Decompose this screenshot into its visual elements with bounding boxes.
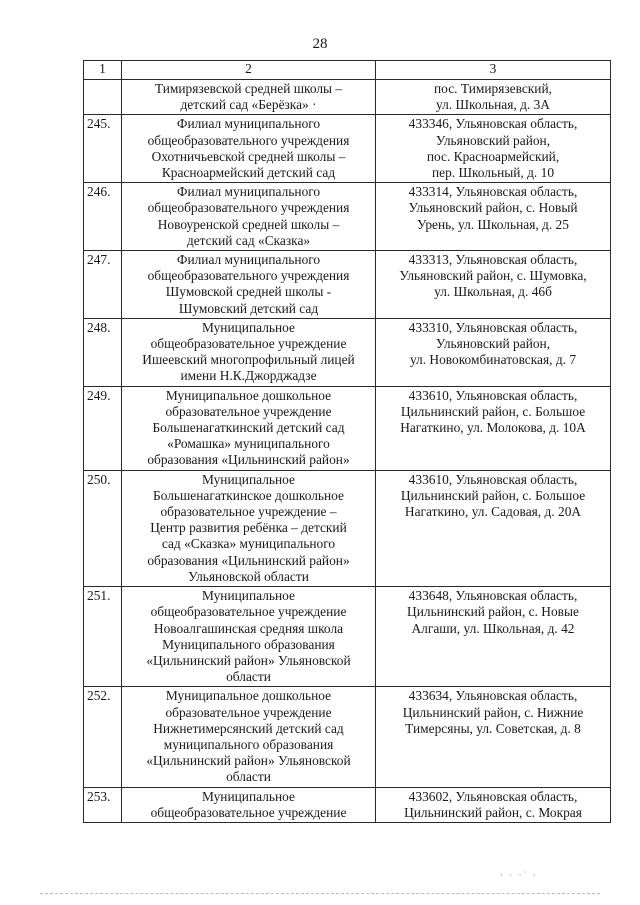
address-line: Цильнинский район, с. Нижние <box>402 704 584 720</box>
institution-name-line: Муниципальное <box>202 788 295 804</box>
address-line: Урень, ул. Школьная, д. 25 <box>417 216 569 232</box>
address-line: пос. Красноармейский, <box>426 148 560 164</box>
scan-bottom-edge <box>40 893 600 894</box>
address-line: Ульяновский район, с. Шумовка, <box>399 268 587 284</box>
institution-name-line: Шумовской средней школы - <box>165 284 332 300</box>
address-line: ул. Школьная, д. 46б <box>434 284 552 300</box>
institution-name-line: сад «Сказка» муниципального <box>161 536 336 552</box>
column-header-address: 3 <box>376 61 611 80</box>
column-header-number: 1 <box>84 61 122 80</box>
address-line: 433314, Ульяновская область, <box>408 184 578 200</box>
institution-name-line: общеобразовательное учреждение <box>150 804 347 820</box>
address-line: Цильнинский район, с. Новые <box>407 604 579 620</box>
institution-name-cell <box>122 470 376 586</box>
address-cell <box>376 251 611 319</box>
institutions-table <box>83 60 611 823</box>
row-number: 251. <box>84 587 122 687</box>
institution-name-line: Новоалгашинская средняя школа <box>153 620 344 636</box>
institution-name-line: Муниципальное <box>202 588 295 604</box>
institution-name-line: Шумовский детский сад <box>178 300 319 316</box>
institution-name-line: Филиал муниципального <box>176 252 321 268</box>
address-line: Цильнинский район, с. Большое <box>400 487 586 503</box>
institution-name-cell <box>122 183 376 251</box>
institution-name-cell <box>122 587 376 687</box>
scan-artifact-marks: · · ·˙ · <box>500 870 538 880</box>
institution-name-line: муниципального образования <box>163 736 334 752</box>
institution-name-line: Охотничьевской средней школы – <box>151 148 346 164</box>
address-line: 433610, Ульяновская область, <box>408 471 578 487</box>
institution-name-line: общеобразовательного учреждения <box>147 268 350 284</box>
address-line: Алгаши, ул. Школьная, д. 42 <box>411 620 575 636</box>
row-number: 253. <box>84 787 122 822</box>
table-row <box>84 787 611 822</box>
institution-name-line: общеобразовательное учреждение <box>150 604 347 620</box>
institution-name-line: Филиал муниципального <box>176 116 321 132</box>
row-number: 245. <box>84 115 122 183</box>
institution-name-line: общеобразовательного учреждения <box>147 200 350 216</box>
table-row <box>84 386 611 470</box>
address-cell <box>376 115 611 183</box>
address-line: ул. Школьная, д. 3А <box>436 97 550 113</box>
institution-name-line: области <box>226 769 271 785</box>
address-line: 433634, Ульяновская область, <box>408 688 578 704</box>
table-row <box>84 80 611 115</box>
address-cell <box>376 183 611 251</box>
institution-name-cell <box>122 787 376 822</box>
table-row <box>84 251 611 319</box>
address-line: 433310, Ульяновская область, <box>408 319 578 335</box>
institution-name-line: Муниципальное <box>202 471 295 487</box>
institution-name-line: Красноармейский детский сад <box>161 165 336 181</box>
institution-name-cell <box>122 251 376 319</box>
institution-name-line: образовательное учреждение <box>165 403 332 419</box>
address-cell <box>376 687 611 787</box>
address-line: Нагаткино, ул. Молокова, д. 10А <box>400 420 586 436</box>
address-cell <box>376 787 611 822</box>
address-line: Цильнинский район, с. Мокрая <box>404 804 582 820</box>
institution-name-cell <box>122 80 376 115</box>
page-number: 28 <box>312 36 328 52</box>
institution-name-line: образования «Цильнинский район» <box>147 552 350 568</box>
table-row <box>84 183 611 251</box>
institution-name-line: образовательное учреждение <box>165 704 332 720</box>
row-number: 247. <box>84 251 122 319</box>
institution-name-line: Большенагаткинский детский сад <box>152 420 345 436</box>
address-cell <box>376 587 611 687</box>
row-number <box>84 80 122 115</box>
address-line: Ульяновский район, <box>435 336 551 352</box>
address-line: 433346, Ульяновская область, <box>408 116 578 132</box>
address-line: пос. Тимирязевский, <box>434 81 552 96</box>
column-header-name: 2 <box>122 61 376 80</box>
institution-name-line: образовательное учреждение – <box>160 504 337 520</box>
institution-name-line: общеобразовательного учреждения <box>147 132 350 148</box>
institution-name-line: области <box>226 669 271 685</box>
address-cell <box>376 318 611 386</box>
address-line: 433602, Ульяновская область, <box>408 788 578 804</box>
address-line: 433610, Ульяновская область, <box>408 387 578 403</box>
institution-name-line: Муниципальное <box>202 319 295 335</box>
institution-name-line: Филиал муниципального <box>176 184 321 200</box>
institution-name-line: детский сад «Берёзка» · <box>180 97 317 113</box>
address-line: пер. Школьный, д. 10 <box>431 165 555 181</box>
institution-name-line: Муниципальное дошкольное <box>165 688 332 704</box>
address-line: 433313, Ульяновская область, <box>408 252 578 268</box>
table-row <box>84 318 611 386</box>
table-row <box>84 587 611 687</box>
institution-name-line: «Цильнинский район» Ульяновской <box>146 753 351 769</box>
address-cell <box>376 386 611 470</box>
table-row <box>84 687 611 787</box>
institution-name-line: Ишеевский многопрофильный лицей <box>142 352 355 368</box>
institution-name-line: Большенагаткинское дошкольное <box>153 487 344 503</box>
row-number: 248. <box>84 318 122 386</box>
institution-name-line: детский сад «Сказка» <box>186 232 311 248</box>
institution-name-line: Тимирязевской средней школы – <box>154 81 343 96</box>
institution-name-line: «Цильнинский район» Ульяновской <box>146 652 351 668</box>
row-number: 246. <box>84 183 122 251</box>
institution-name-line: общеобразовательное учреждение <box>150 336 347 352</box>
row-number: 250. <box>84 470 122 586</box>
address-cell <box>376 80 611 115</box>
institution-name-cell <box>122 318 376 386</box>
institution-name-line: Муниципальное дошкольное <box>165 387 332 403</box>
institution-name-cell <box>122 386 376 470</box>
address-line: 433648, Ульяновская область, <box>408 588 578 604</box>
table-row <box>84 115 611 183</box>
institution-name-line: «Ромашка» муниципального <box>167 436 330 452</box>
institution-name-line: Центр развития ребёнка – детский <box>150 520 347 536</box>
institution-name-cell <box>122 687 376 787</box>
row-number: 249. <box>84 386 122 470</box>
row-number: 252. <box>84 687 122 787</box>
institution-name-line: образования «Цильнинский район» <box>147 452 350 468</box>
address-cell <box>376 470 611 586</box>
address-line: Цильнинский район, с. Большое <box>400 403 586 419</box>
address-line: ул. Новокомбинатовская, д. 7 <box>409 352 577 368</box>
institution-name-line: Ульяновской области <box>188 568 309 584</box>
institution-name-line: Муниципального образования <box>162 636 335 652</box>
table-header-row <box>84 61 611 80</box>
institution-name-line: Нижнетимерсянский детский сад <box>153 720 344 736</box>
address-line: Ульяновский район, <box>435 132 551 148</box>
address-line: Нагаткино, ул. Садовая, д. 20А <box>404 504 582 520</box>
table-row <box>84 470 611 586</box>
institution-name-cell <box>122 115 376 183</box>
institution-name-line: имени Н.К.Джорджадзе <box>180 368 317 384</box>
address-line: Тимерсяны, ул. Советская, д. 8 <box>405 720 581 736</box>
institution-name-line: Новоуренской средней школы – <box>157 216 340 232</box>
address-line: Ульяновский район, с. Новый <box>408 200 578 216</box>
